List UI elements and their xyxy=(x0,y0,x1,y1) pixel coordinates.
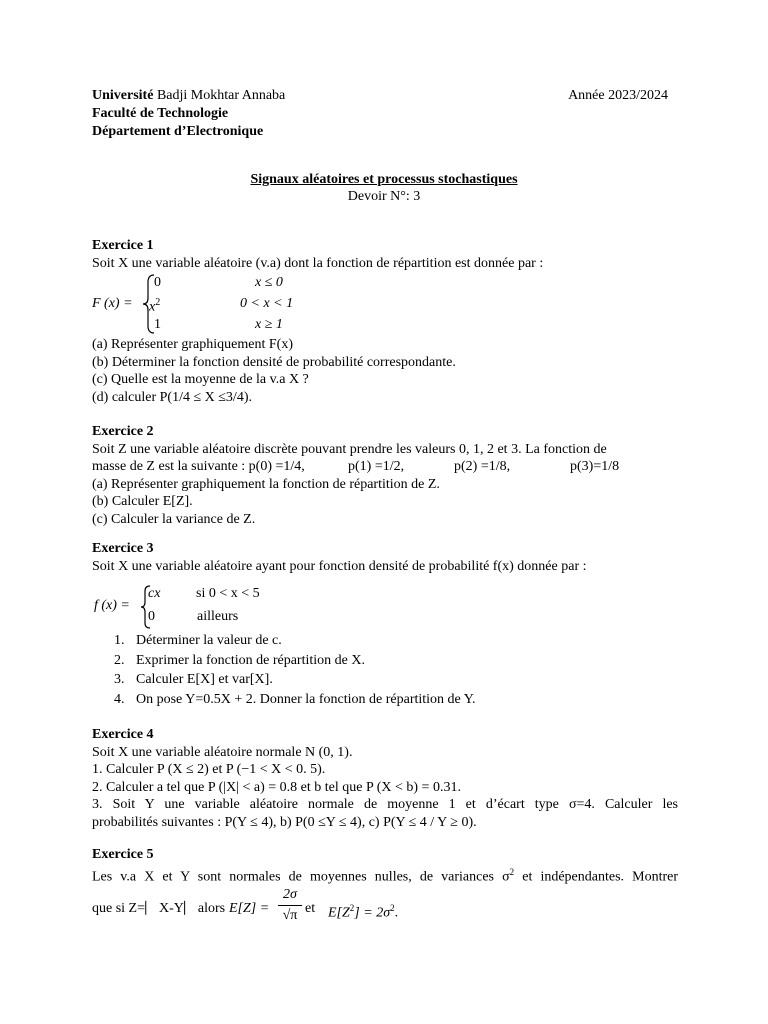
pmf-p2: p(2) =1/8, xyxy=(454,459,511,474)
fraction-bar xyxy=(278,905,302,906)
F-case1-value: 0 xyxy=(154,275,161,290)
conjunction-et: et xyxy=(305,900,316,916)
F-case2-exponent: 2 xyxy=(155,297,161,308)
exercise-2-line-1: Soit Z une variable aléatoire discrète pouvant prendre les valeurs 0, 1, 2 et 3. La fonction de xyxy=(92,441,607,457)
exercise-1-intro: Soit X une variable aléatoire (v.a) dont la fonction de répartition est donnée par : xyxy=(92,255,544,271)
exercise-3-intro: Soit X une variable aléatoire ayant pour fonction densité de probabilité f(x) donnée par : xyxy=(92,558,587,574)
exercise-5-heading: Exercice 5 xyxy=(92,847,154,862)
exercise-3-heading: Exercice 3 xyxy=(92,541,154,556)
exercise-5-line-1: Les v.a X et Y sont normales de moyennes nulles, de variances $\sigma^2$ et indépendantes. Montrer xyxy=(92,866,679,885)
expectation-Z2: E[Z xyxy=(328,905,350,921)
exercise-2-item-c: (c) Calculer la variance de Z. xyxy=(92,511,256,527)
f-case1-condition: si 0 < x < 5 xyxy=(196,586,260,601)
f-case2-condition: ailleurs xyxy=(197,609,239,624)
piecewise-f xyxy=(92,585,678,637)
exercise-5-line-2: que si Z=⎸X-Y⎸alors E[Z] = 2σ √π et $E[Z^2] = 2\sigma^2$. xyxy=(92,886,399,923)
F-label: F (x) = xyxy=(92,296,133,311)
f-case2-value: 0 xyxy=(148,609,155,624)
F-case3-value: 1 xyxy=(154,317,161,332)
academic-year: Année 2023/2024 xyxy=(568,88,668,103)
exercise-4-line-4: 3. Soit Y une variable aléatoire normale de moyenne 1 et d’écart type σ=4. Calculer les xyxy=(92,797,678,812)
exercise-4-heading: Exercice 4 xyxy=(92,727,154,742)
exercise-4-line-1: Soit X une variable aléatoire normale N (0, 1). xyxy=(92,744,353,760)
exercise-2 xyxy=(92,423,678,528)
university-line: Université Badji Mokhtar Annaba xyxy=(92,88,286,103)
assignment-number: Devoir N°: 3 xyxy=(347,189,421,204)
exercise-4-line-2: 1. Calculer P (X ≤ 2) et P (−1 < X < 0. 5). xyxy=(92,762,326,777)
exercise-2-heading: Exercice 2 xyxy=(92,424,154,439)
department-line: Département d’Electronique xyxy=(92,124,264,139)
exercise-2-item-a: (a) Représenter graphiquement la fonction de répartition de Z. xyxy=(92,476,440,492)
list-item: 3. Calculer E[X] et var[X]. xyxy=(114,672,273,687)
piecewise-F xyxy=(92,272,678,336)
expectation-Z: E[Z] = xyxy=(229,900,270,916)
exercise-4-line-5: probabilités suivantes : P(Y ≤ 4), b) P(0 ≤Y ≤ 4), c) P(Y ≤ 4 / Y ≥ 0). xyxy=(92,814,477,830)
z-definition: que si Z=⎸X-Y⎸alors xyxy=(92,900,226,916)
exercise-2-line-2 xyxy=(92,458,678,476)
pmf-p3: p(3)=1/8 xyxy=(570,459,620,474)
F-case2-value: x xyxy=(149,299,156,315)
f-label: f (x) = xyxy=(94,598,130,613)
fraction-numerator: 2σ xyxy=(283,886,297,902)
F-case3-condition: x ≥ 1 xyxy=(255,317,283,332)
pmf-p0: masse de Z est la suivante : p(0) =1/4, xyxy=(92,459,305,474)
institution-header xyxy=(92,87,285,141)
F-case1-condition: x ≤ 0 xyxy=(255,275,283,290)
F-case2-condition: 0 < x < 1 xyxy=(240,296,294,311)
exercise-1-item-b: (b) Déterminer la fonction densité de probabilité correspondante. xyxy=(92,354,456,370)
fraction-denominator: √π xyxy=(282,907,298,923)
exercise-1-item-c: (c) Quelle est la moyenne de la v.a X ? xyxy=(92,372,309,387)
exercise-2-item-b: (b) Calculer E[Z]. xyxy=(92,494,193,509)
exercise-1-item-d: (d) calculer P(1/4 ≤ X ≤3/4). xyxy=(92,389,252,405)
pmf-p1: p(1) =1/2, xyxy=(348,459,405,474)
list-item: 2. Exprimer la fonction de répartition de X. xyxy=(114,652,365,668)
list-item: 1. Déterminer la valeur de c. xyxy=(114,633,282,648)
course-title: Signaux aléatoires et processus stochastiques xyxy=(250,172,518,187)
exercise-1 xyxy=(92,237,678,406)
exercise-3-list xyxy=(92,631,678,709)
exercise-5 xyxy=(92,846,678,930)
exercise-1-heading: Exercice 1 xyxy=(92,238,154,253)
document-title xyxy=(0,171,768,205)
f-case1-value: cx xyxy=(148,586,161,601)
faculty-line: Faculté de Technologie xyxy=(92,106,229,121)
exercise-1-item-a: (a) Représenter graphiquement F(x) xyxy=(92,337,293,352)
list-item: 4. On pose Y=0.5X + 2. Donner la fonction de répartition de Y. xyxy=(114,691,476,707)
exercise-3 xyxy=(92,540,678,709)
exercise-4 xyxy=(92,726,678,831)
exercise-4-line-3: 2. Calculer a tel que P (|X| < a) = 0.8 et b tel que P (X < b) = 0.31. xyxy=(92,779,461,795)
